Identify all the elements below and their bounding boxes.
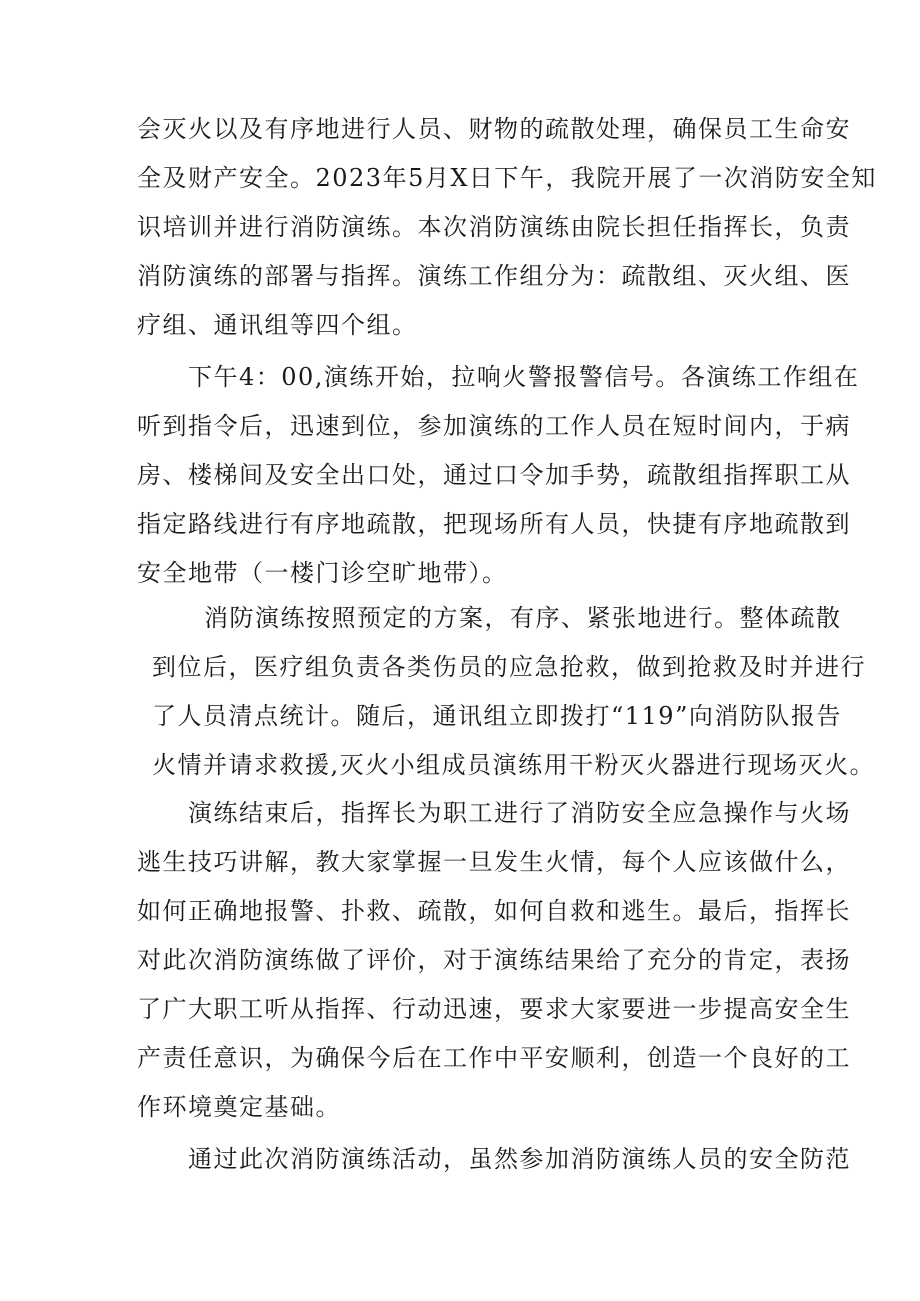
text-line: 火情并请求救援,灭火小组成员演练用干粉灭火器进行现场灭火。 (152, 751, 876, 779)
text-line: 消防演练的部署与指挥。演练工作组分为：疏散组、灭火组、医 (137, 262, 851, 290)
text-line: 全及财产安全。2023年5月X日下午，我院开展了一次消防安全知 (137, 164, 877, 192)
text-line: 对此次消防演练做了评价，对于演练结果给了充分的肯定，表扬 (137, 946, 851, 974)
text-line: 了广大职工听从指挥、行动迅速，要求大家要进一步提高安全生 (137, 995, 851, 1023)
text-line: 到位后，医疗组负责各类伤员的应急抢救，做到抢救及时并进行 (152, 653, 866, 681)
text-line: 房、楼梯间及安全出口处，通过口令加手势，疏散组指挥职工从 (137, 461, 851, 489)
text-line: 识培训并进行消防演练。本次消防演练由院长担任指挥长，负责 (137, 213, 851, 241)
text-line: 作环境奠定基础。 (137, 1093, 341, 1121)
text-line: 产责任意识，为确保今后在工作中平安顺利，创造一个良好的工 (137, 1044, 851, 1072)
text-line: 下午4：00,演练开始，拉响火警报警信号。各演练工作组在 (188, 363, 860, 391)
text-line: 听到指令后，迅速到位，参加演练的工作人员在短时间内，于病 (137, 412, 851, 440)
text-line: 指定路线进行有序地疏散，把现场所有人员，快捷有序地疏散到 (137, 510, 851, 538)
text-line: 疗组、通讯组等四个组。 (137, 311, 418, 339)
text-line: 了人员清点统计。随后，通讯组立即拨打“119”向消防队报告 (152, 702, 842, 730)
text-line: 安全地带（一楼门诊空旷地带）。 (137, 559, 508, 587)
text-line: 通过此次消防演练活动，虽然参加消防演练人员的安全防范 (188, 1145, 851, 1173)
text-line: 演练结束后，指挥长为职工进行了消防安全应急操作与火场 (188, 799, 851, 827)
text-line: 如何正确地报警、扑救、疏散，如何自救和逃生。最后，指挥长 (137, 897, 851, 925)
text-line: 逃生技巧讲解，教大家掌握一旦发生火情，每个人应该做什么， (137, 848, 851, 876)
text-line: 会灭火以及有序地进行人员、财物的疏散处理，确保员工生命安 (137, 115, 851, 143)
text-line: 消防演练按照预定的方案，有序、紧张地进行。整体疏散 (204, 604, 842, 632)
